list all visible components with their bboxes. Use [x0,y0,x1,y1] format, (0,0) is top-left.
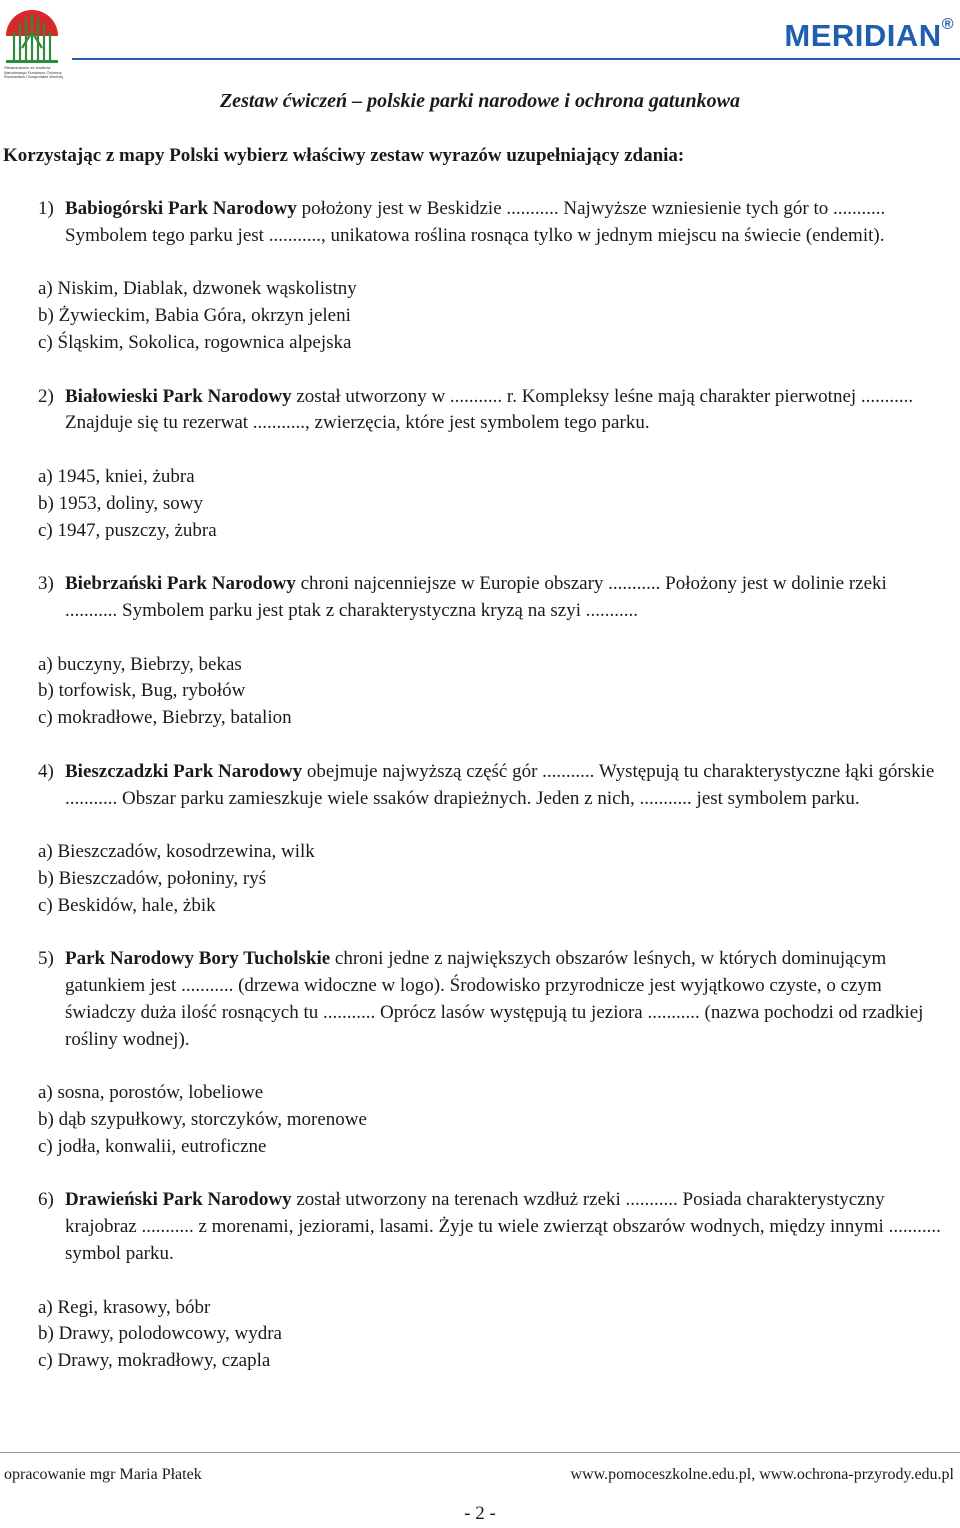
footer-rule [0,1452,960,1453]
page-number: - 2 - [464,1503,496,1524]
option[interactable]: b) torfowisk, Bug, rybołów [38,680,246,702]
park-name: Białowieski Park Narodowy [65,385,292,407]
option[interactable]: c) Beskidów, hale, żbik [38,894,216,916]
option[interactable]: a) Bieszczadów, kosodrzewina, wilk [38,841,315,863]
instruction: Korzystając z mapy Polski wybierz właściwy zestaw wyrazów uzupełniający zdania: [3,145,685,166]
option[interactable]: b) Żywieckim, Babia Góra, okrzyn jeleni [38,305,351,327]
option[interactable]: c) Drawy, mokradłowy, czapla [38,1350,271,1372]
option[interactable]: a) Niskim, Diablak, dzwonek wąskolistny [38,278,357,300]
question-number: 2) [38,385,54,407]
options-6 [38,1295,943,1375]
fund-line: Środowiska i Gospodarki Wodnej [4,74,63,80]
option[interactable]: b) Drawy, polodowcowy, wydra [38,1323,282,1345]
option[interactable]: c) 1947, puszczy, żubra [38,519,217,541]
fund-text [4,66,64,80]
options-2 [38,464,943,544]
options-4 [38,839,943,919]
options-1 [38,276,943,356]
question-1 [38,196,943,250]
park-name: Drawieński Park Narodowy [65,1189,292,1211]
footer-links[interactable]: www.pomoceszkolne.edu.pl, www.ochrona-przyrody.edu.pl [570,1466,954,1483]
question-body: chroni najcenniejsze w Europie obszary ........... Położony jest w dolinie rzeki ........... Symbolem parku jest ptak z charakterystyczna kryzą na szyi ........... [65,573,887,621]
option[interactable]: b) 1953, doliny, sowy [38,492,204,514]
park-name: Bieszczadzki Park Narodowy [65,760,303,782]
header-rule [72,58,960,60]
question-text [65,759,943,813]
question-text [65,1187,943,1267]
exercise-list [38,196,943,1402]
meridian-brand [784,18,954,54]
footer-author: opracowanie mgr Maria Płatek [4,1466,202,1483]
question-2 [38,384,943,438]
question-number: 4) [38,760,54,782]
question-number: 1) [38,198,54,219]
question-text [65,571,943,625]
question-body: został utworzony na terenach wzdłuż rzeki ........... Posiada charakterystyczny krajobraz ........... z morenami, jeziorami, lasami. Żyje tu wiele zwierząt obszarów wodnych, między innymi ........... symbol parku. [65,1189,941,1265]
question-body: chroni jedne z największych obszarów leśnych, w których dominującym gatunkiem jest ........... (drzewa widoczne w logo). Środowisko przyrodnicze jest wyjątkowo czyste, o czym świadczy duża ilość rosnących tu ........... Oprócz lasów występują tu jeziora ........... (nazwa pochodzi od rzadkiej rośliny wodnej). [65,948,924,1050]
question-6 [38,1187,943,1267]
question-body: położony jest w Beskidzie ........... Najwyższe wzniesienie tych gór to ........... Symbolem tego parku jest ..........., unikatowa roślina rosnąca tylko w jednym miejscu na świecie (endemit). [65,198,886,246]
question-3 [38,571,943,625]
option[interactable]: c) jodła, konwalii, eutroficzne [38,1135,267,1157]
park-name: Babiogórski Park Narodowy [65,198,297,219]
brand-name: MERIDIAN [784,18,942,53]
question-body: został utworzony w ........... r. Kompleksy leśne mają charakter pierwotnej ........... Znajduje się tu rezerwat ..........., zwierzęcia, które jest symbolem tego parku. [65,385,914,434]
option[interactable]: a) sosna, porostów, lobeliowe [38,1082,264,1104]
park-name: Biebrzański Park Narodowy [65,573,296,595]
question-text [65,384,943,438]
option[interactable]: b) dąb szypułkowy, storczyków, morenowe [38,1109,367,1131]
option[interactable]: a) 1945, kniei, żubra [38,465,195,487]
question-4 [38,759,943,813]
option[interactable]: a) buczyny, Biebrzy, bekas [38,653,242,675]
fund-line: Sfinansowano ze środków [4,65,51,70]
option[interactable]: c) mokradłowe, Biebrzy, batalion [38,707,292,729]
question-number: 6) [38,1189,54,1211]
option[interactable]: a) Regi, krasowy, bóbr [38,1296,211,1318]
page-title: Zestaw ćwiczeń – polskie parki narodowe i ochrona gatunkowa [219,90,741,112]
question-text [65,946,943,1053]
option[interactable]: b) Bieszczadów, połoniny, ryś [38,867,267,889]
question-body: obejmuje najwyższą część gór ........... Występują tu charakterystyczne łąki górskie ........... Obszar parku zamieszkuje wiele ssaków drapieżnych. Jeden z nich, ........... jest symbolem parku. [65,760,935,809]
question-5 [38,946,943,1053]
registered-mark: ® [941,16,954,33]
option[interactable]: c) Śląskim, Sokolica, rogownica alpejska [38,331,352,353]
park-name: Park Narodowy Bory Tucholskie [65,948,331,970]
question-text [65,196,943,250]
question-number: 5) [38,948,54,970]
options-3 [38,652,943,732]
tree-logo-icon [2,2,62,64]
fund-line: Narodowego Funduszu Ochrony [4,69,62,75]
question-number: 3) [38,573,54,595]
options-5 [38,1080,943,1160]
